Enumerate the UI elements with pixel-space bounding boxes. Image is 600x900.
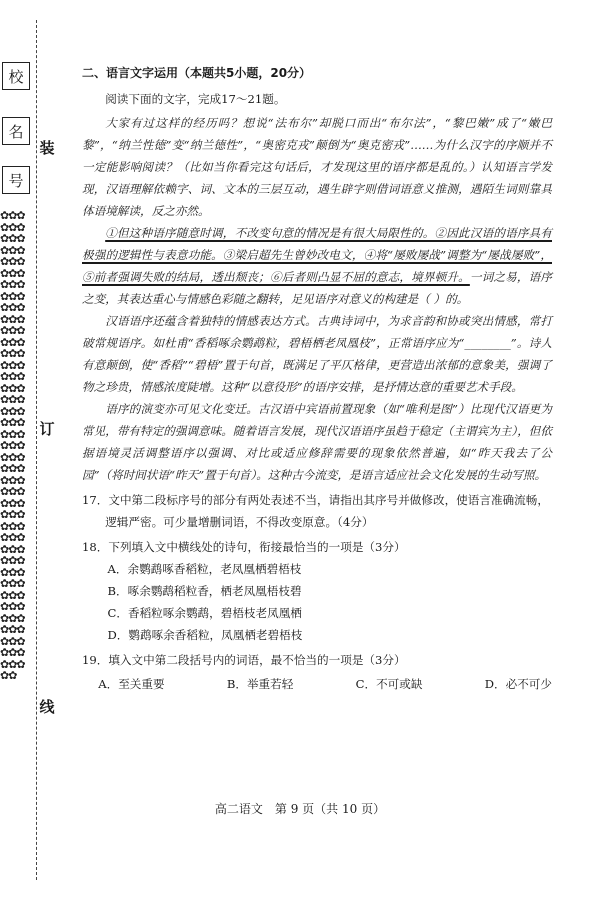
decorative-star-border: ✿✿✿✿✿✿✿✿✿✿✿✿✿✿✿✿✿✿✿✿✿✿✿✿✿✿✿✿✿✿✿✿✿✿✿✿✿✿✿✿✿✿✿✿✿✿✿✿✿✿✿✿✿✿✿✿✿✿✿✿✿✿✿✿✿✿✿✿✿✿✿✿✿✿✿✿✿✿✿✿✿✿✿✿✿✿✿✿✿✿✿✿✿✿✿✿✿✿✿✿✿✿✿✿✿✿✿✿✿✿✿✿✿✿✿✿✿✿✿✿✿✿ (0, 210, 25, 682)
question-18-option-b: B．啄余鹦鹉稻粒香，栖老凤凰梧枝碧 (107, 584, 302, 598)
underlined-numbered-sentences: ①但这种语序随意时调，不改变句意的情况是有很大局限性的。②因此汉语的语序具有极强的逻辑性与表意功能。③梁启超先生曾妙改电文，④将“屡败屡战”调整为“屡战屡败”，⑤前者强调失败的结局，透出颓丧；⑥后者则凸显不屈的意志，境界顿升。 (82, 226, 552, 284)
exam-content (82, 62, 552, 695)
question-19-option-c: C．不可或缺 (355, 677, 423, 691)
page-footer: 高二语文 第 9 页（共 10 页） (214, 802, 386, 816)
question-18-option-c: C．香稻粒啄余鹦鹉，碧梧枝老凤凰栖 (107, 606, 302, 620)
question-17 (82, 489, 552, 533)
question-18-option-a: A．余鹦鹉啄香稻粒，老凤凰栖碧梧枝 (107, 562, 302, 576)
question-18-option-d: D．鹦鹉啄余香稻粒，凤凰栖老碧梧枝 (107, 628, 303, 642)
question-19-option-b: B．举重若轻 (226, 677, 294, 691)
question-19-options (82, 673, 552, 695)
passage-paragraph-3: 汉语语序还蕴含着独特的情感表达方式。古典诗词中，为求音韵和协或突出情感，常打破常规语序。如杜甫“香稻啄余鹦鹉粒，碧梧栖老凤凰枝”，正常语序应为“________”。诗人有意颠倒，使“香稻”“碧梧”置于句首，既满足了平仄格律，更营造出浓郁的意象美，强调了物之珍贵，情感浓度陡增。这种“以意役形”的语序安排，是抒情达意的重要艺术手段。 (82, 314, 552, 394)
question-18 (82, 536, 552, 646)
binding-char-xian: 线 (37, 696, 57, 717)
binding-char-zhuang: 装 (37, 137, 57, 158)
section-title: 二、语言文字运用（本题共5小题，20分） (82, 66, 312, 80)
paragraph-2-rest: 一词之易，语序之变，其表达重心与情感色彩随之翻转，足见语序对意义的构建是（ ）的。 (82, 270, 552, 306)
section-instruction: 阅读下面的文字，完成17～21题。 (105, 92, 286, 106)
question-17-text: 17．文中第二段标序号的部分有两处表述不当，请指出其序号并做修改，使语言准确流畅，逻辑严密。可少量增删词语，不得改变原意。（4分） (82, 493, 549, 529)
question-18-text: 18．下列填入文中横线处的诗句，衔接最恰当的一项是（3分） (82, 540, 406, 554)
binding-char-ding: 订 (37, 418, 57, 439)
question-19-option-a: A．至关重要 (98, 677, 165, 691)
binding-margin (0, 0, 60, 900)
question-19 (82, 649, 552, 695)
number-label-box: 号 (2, 166, 30, 194)
name-label-box: 名 (2, 117, 30, 145)
passage-paragraph-1: 大家有过这样的经历吗？想说“法布尔”却脱口而出“布尔法”，“黎巴嫩”成了“嫩巴黎”，“纳兰性德”变“纳兰德性”，“奥密克戎”颠倒为“奥克密戎”……为什么汉字的序顺并不一定能影响阅读？（比如当你看完这句话后，才发现这里的语序都是乱的。）认知语言学发现，汉语理解依赖字、词、文本的三层互动，遇生辟字则借词语意义推测，遇陌生词则靠具体语境解读，反之亦然。 (82, 116, 552, 218)
passage-paragraph-2 (82, 222, 552, 310)
question-19-option-d: D．必不可少 (484, 677, 552, 691)
school-label-box: 校 (2, 62, 30, 90)
question-19-text: 19．填入文中第二段括号内的词语，最不恰当的一项是（3分） (82, 653, 406, 667)
passage-paragraph-4: 语序的演变亦可见文化变迁。古汉语中宾语前置现象（如“唯利是图”）比现代汉语更为常见，带有特定的强调意味。随着语言发展，现代汉语语序虽趋于稳定（主谓宾为主），但依据语境灵活调整语序以强调、对比或适应修辞需要的现象依然普遍，如“昨天我去了公园”（将时间状语“昨天”置于句首）。这种古今流变，是语言适应社会文化发展的生动写照。 (82, 402, 552, 482)
